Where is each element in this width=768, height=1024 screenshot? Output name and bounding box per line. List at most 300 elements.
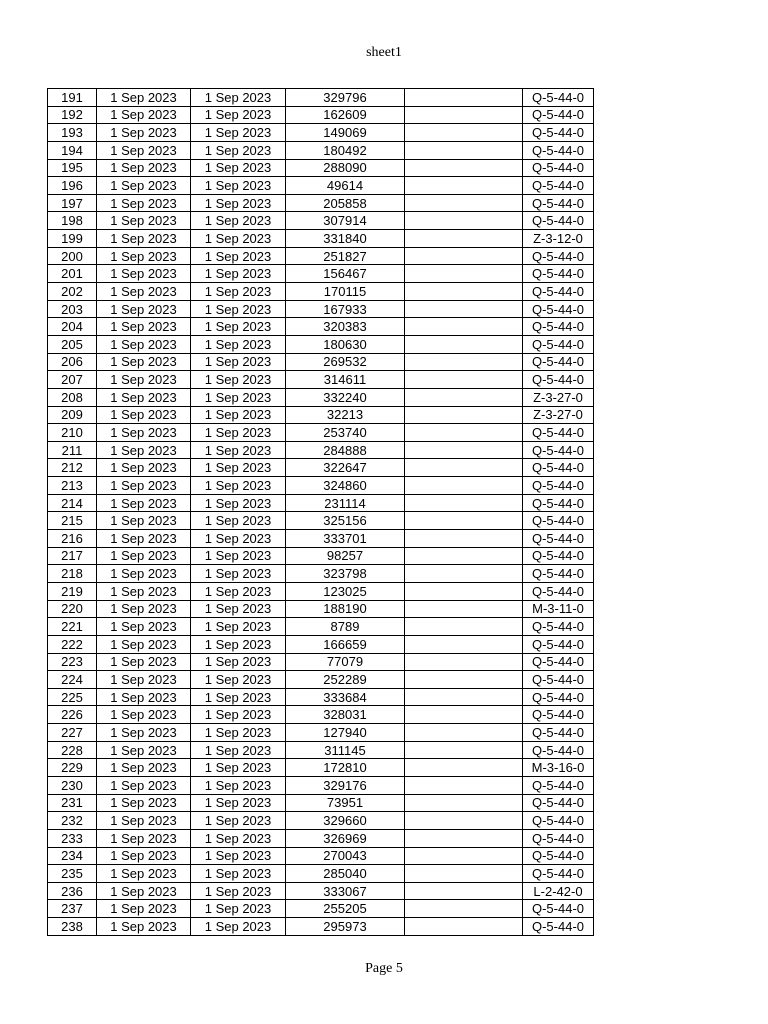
blank-cell bbox=[405, 141, 523, 159]
row-number-cell: 208 bbox=[48, 388, 97, 406]
blank-cell bbox=[405, 635, 523, 653]
blank-cell bbox=[405, 794, 523, 812]
row-number-cell: 237 bbox=[48, 900, 97, 918]
end-date-cell: 1 Sep 2023 bbox=[191, 424, 286, 442]
end-date-cell: 1 Sep 2023 bbox=[191, 89, 286, 107]
row-number-cell: 226 bbox=[48, 706, 97, 724]
end-date-cell: 1 Sep 2023 bbox=[191, 671, 286, 689]
end-date-cell: 1 Sep 2023 bbox=[191, 724, 286, 742]
amount-cell: 149069 bbox=[286, 124, 405, 142]
row-number-cell: 229 bbox=[48, 759, 97, 777]
start-date-cell: 1 Sep 2023 bbox=[97, 424, 191, 442]
blank-cell bbox=[405, 530, 523, 548]
start-date-cell: 1 Sep 2023 bbox=[97, 194, 191, 212]
row-number-cell: 198 bbox=[48, 212, 97, 230]
end-date-cell: 1 Sep 2023 bbox=[191, 565, 286, 583]
blank-cell bbox=[405, 459, 523, 477]
amount-cell: 251827 bbox=[286, 247, 405, 265]
table-row bbox=[48, 230, 594, 248]
end-date-cell: 1 Sep 2023 bbox=[191, 547, 286, 565]
table-row bbox=[48, 759, 594, 777]
code-cell: Q-5-44-0 bbox=[523, 106, 594, 124]
end-date-cell: 1 Sep 2023 bbox=[191, 406, 286, 424]
table-row bbox=[48, 918, 594, 936]
table-row bbox=[48, 900, 594, 918]
start-date-cell: 1 Sep 2023 bbox=[97, 688, 191, 706]
end-date-cell: 1 Sep 2023 bbox=[191, 653, 286, 671]
amount-cell: 156467 bbox=[286, 265, 405, 283]
end-date-cell: 1 Sep 2023 bbox=[191, 706, 286, 724]
end-date-cell: 1 Sep 2023 bbox=[191, 300, 286, 318]
amount-cell: 127940 bbox=[286, 724, 405, 742]
code-cell: Q-5-44-0 bbox=[523, 706, 594, 724]
code-cell: M-3-11-0 bbox=[523, 600, 594, 618]
table-row bbox=[48, 671, 594, 689]
blank-cell bbox=[405, 865, 523, 883]
table-row bbox=[48, 724, 594, 742]
start-date-cell: 1 Sep 2023 bbox=[97, 230, 191, 248]
code-cell: Q-5-44-0 bbox=[523, 582, 594, 600]
table-row bbox=[48, 706, 594, 724]
end-date-cell: 1 Sep 2023 bbox=[191, 441, 286, 459]
row-number-cell: 205 bbox=[48, 335, 97, 353]
row-number-cell: 196 bbox=[48, 177, 97, 195]
end-date-cell: 1 Sep 2023 bbox=[191, 265, 286, 283]
amount-cell: 32213 bbox=[286, 406, 405, 424]
row-number-cell: 222 bbox=[48, 635, 97, 653]
code-cell: Q-5-44-0 bbox=[523, 512, 594, 530]
table-row bbox=[48, 582, 594, 600]
row-number-cell: 234 bbox=[48, 847, 97, 865]
amount-cell: 123025 bbox=[286, 582, 405, 600]
amount-cell: 314611 bbox=[286, 371, 405, 389]
blank-cell bbox=[405, 318, 523, 336]
blank-cell bbox=[405, 812, 523, 830]
amount-cell: 307914 bbox=[286, 212, 405, 230]
row-number-cell: 201 bbox=[48, 265, 97, 283]
amount-cell: 162609 bbox=[286, 106, 405, 124]
code-cell: Q-5-44-0 bbox=[523, 194, 594, 212]
table-row bbox=[48, 794, 594, 812]
row-number-cell: 235 bbox=[48, 865, 97, 883]
end-date-cell: 1 Sep 2023 bbox=[191, 635, 286, 653]
end-date-cell: 1 Sep 2023 bbox=[191, 776, 286, 794]
amount-cell: 180492 bbox=[286, 141, 405, 159]
table-row bbox=[48, 494, 594, 512]
code-cell: Q-5-44-0 bbox=[523, 565, 594, 583]
start-date-cell: 1 Sep 2023 bbox=[97, 512, 191, 530]
table-row bbox=[48, 335, 594, 353]
blank-cell bbox=[405, 706, 523, 724]
table-body bbox=[48, 89, 594, 936]
amount-cell: 324860 bbox=[286, 477, 405, 495]
start-date-cell: 1 Sep 2023 bbox=[97, 530, 191, 548]
end-date-cell: 1 Sep 2023 bbox=[191, 247, 286, 265]
end-date-cell: 1 Sep 2023 bbox=[191, 371, 286, 389]
end-date-cell: 1 Sep 2023 bbox=[191, 212, 286, 230]
table-row bbox=[48, 653, 594, 671]
amount-cell: 322647 bbox=[286, 459, 405, 477]
code-cell: Q-5-44-0 bbox=[523, 653, 594, 671]
start-date-cell: 1 Sep 2023 bbox=[97, 141, 191, 159]
start-date-cell: 1 Sep 2023 bbox=[97, 829, 191, 847]
end-date-cell: 1 Sep 2023 bbox=[191, 847, 286, 865]
table-row bbox=[48, 530, 594, 548]
code-cell: Q-5-44-0 bbox=[523, 353, 594, 371]
code-cell: Q-5-44-0 bbox=[523, 865, 594, 883]
start-date-cell: 1 Sep 2023 bbox=[97, 918, 191, 936]
blank-cell bbox=[405, 424, 523, 442]
blank-cell bbox=[405, 230, 523, 248]
blank-cell bbox=[405, 106, 523, 124]
table-row bbox=[48, 477, 594, 495]
code-cell: Q-5-44-0 bbox=[523, 459, 594, 477]
blank-cell bbox=[405, 371, 523, 389]
amount-cell: 326969 bbox=[286, 829, 405, 847]
row-number-cell: 213 bbox=[48, 477, 97, 495]
amount-cell: 295973 bbox=[286, 918, 405, 936]
blank-cell bbox=[405, 388, 523, 406]
amount-cell: 311145 bbox=[286, 741, 405, 759]
amount-cell: 331840 bbox=[286, 230, 405, 248]
table-row bbox=[48, 212, 594, 230]
table-row bbox=[48, 829, 594, 847]
table-row bbox=[48, 865, 594, 883]
blank-cell bbox=[405, 671, 523, 689]
row-number-cell: 203 bbox=[48, 300, 97, 318]
start-date-cell: 1 Sep 2023 bbox=[97, 741, 191, 759]
code-cell: Q-5-44-0 bbox=[523, 918, 594, 936]
row-number-cell: 194 bbox=[48, 141, 97, 159]
row-number-cell: 225 bbox=[48, 688, 97, 706]
table-row bbox=[48, 512, 594, 530]
blank-cell bbox=[405, 283, 523, 301]
start-date-cell: 1 Sep 2023 bbox=[97, 335, 191, 353]
blank-cell bbox=[405, 900, 523, 918]
code-cell: Q-5-44-0 bbox=[523, 741, 594, 759]
row-number-cell: 197 bbox=[48, 194, 97, 212]
start-date-cell: 1 Sep 2023 bbox=[97, 724, 191, 742]
blank-cell bbox=[405, 688, 523, 706]
code-cell: Q-5-44-0 bbox=[523, 265, 594, 283]
start-date-cell: 1 Sep 2023 bbox=[97, 89, 191, 107]
blank-cell bbox=[405, 847, 523, 865]
end-date-cell: 1 Sep 2023 bbox=[191, 141, 286, 159]
table-row bbox=[48, 882, 594, 900]
page-number: Page 5 bbox=[365, 961, 403, 976]
table-row bbox=[48, 194, 594, 212]
start-date-cell: 1 Sep 2023 bbox=[97, 300, 191, 318]
row-number-cell: 224 bbox=[48, 671, 97, 689]
start-date-cell: 1 Sep 2023 bbox=[97, 283, 191, 301]
row-number-cell: 217 bbox=[48, 547, 97, 565]
code-cell: Q-5-44-0 bbox=[523, 318, 594, 336]
blank-cell bbox=[405, 441, 523, 459]
table-row bbox=[48, 318, 594, 336]
table-row bbox=[48, 547, 594, 565]
amount-cell: 205858 bbox=[286, 194, 405, 212]
blank-cell bbox=[405, 406, 523, 424]
table-row bbox=[48, 300, 594, 318]
code-cell: Q-5-44-0 bbox=[523, 247, 594, 265]
amount-cell: 320383 bbox=[286, 318, 405, 336]
row-number-cell: 209 bbox=[48, 406, 97, 424]
blank-cell bbox=[405, 212, 523, 230]
row-number-cell: 230 bbox=[48, 776, 97, 794]
start-date-cell: 1 Sep 2023 bbox=[97, 494, 191, 512]
table-row bbox=[48, 124, 594, 142]
code-cell: Q-5-44-0 bbox=[523, 671, 594, 689]
end-date-cell: 1 Sep 2023 bbox=[191, 829, 286, 847]
table-row bbox=[48, 459, 594, 477]
start-date-cell: 1 Sep 2023 bbox=[97, 882, 191, 900]
start-date-cell: 1 Sep 2023 bbox=[97, 565, 191, 583]
code-cell: Q-5-44-0 bbox=[523, 688, 594, 706]
end-date-cell: 1 Sep 2023 bbox=[191, 600, 286, 618]
row-number-cell: 220 bbox=[48, 600, 97, 618]
table-row bbox=[48, 89, 594, 107]
row-number-cell: 207 bbox=[48, 371, 97, 389]
row-number-cell: 212 bbox=[48, 459, 97, 477]
table-row bbox=[48, 847, 594, 865]
row-number-cell: 231 bbox=[48, 794, 97, 812]
row-number-cell: 193 bbox=[48, 124, 97, 142]
amount-cell: 252289 bbox=[286, 671, 405, 689]
amount-cell: 188190 bbox=[286, 600, 405, 618]
row-number-cell: 191 bbox=[48, 89, 97, 107]
code-cell: Q-5-44-0 bbox=[523, 494, 594, 512]
code-cell: Q-5-44-0 bbox=[523, 477, 594, 495]
start-date-cell: 1 Sep 2023 bbox=[97, 247, 191, 265]
start-date-cell: 1 Sep 2023 bbox=[97, 794, 191, 812]
row-number-cell: 192 bbox=[48, 106, 97, 124]
code-cell: L-2-42-0 bbox=[523, 882, 594, 900]
end-date-cell: 1 Sep 2023 bbox=[191, 283, 286, 301]
row-number-cell: 199 bbox=[48, 230, 97, 248]
end-date-cell: 1 Sep 2023 bbox=[191, 318, 286, 336]
table-row bbox=[48, 424, 594, 442]
amount-cell: 172810 bbox=[286, 759, 405, 777]
start-date-cell: 1 Sep 2023 bbox=[97, 618, 191, 636]
blank-cell bbox=[405, 741, 523, 759]
amount-cell: 284888 bbox=[286, 441, 405, 459]
blank-cell bbox=[405, 618, 523, 636]
code-cell: Q-5-44-0 bbox=[523, 89, 594, 107]
row-number-cell: 206 bbox=[48, 353, 97, 371]
row-number-cell: 227 bbox=[48, 724, 97, 742]
table-row bbox=[48, 159, 594, 177]
code-cell: Q-5-44-0 bbox=[523, 724, 594, 742]
code-cell: Q-5-44-0 bbox=[523, 141, 594, 159]
blank-cell bbox=[405, 353, 523, 371]
row-number-cell: 216 bbox=[48, 530, 97, 548]
start-date-cell: 1 Sep 2023 bbox=[97, 353, 191, 371]
start-date-cell: 1 Sep 2023 bbox=[97, 582, 191, 600]
row-number-cell: 236 bbox=[48, 882, 97, 900]
start-date-cell: 1 Sep 2023 bbox=[97, 776, 191, 794]
table-row bbox=[48, 441, 594, 459]
start-date-cell: 1 Sep 2023 bbox=[97, 600, 191, 618]
code-cell: Z-3-12-0 bbox=[523, 230, 594, 248]
code-cell: Q-5-44-0 bbox=[523, 124, 594, 142]
blank-cell bbox=[405, 194, 523, 212]
table-row bbox=[48, 600, 594, 618]
start-date-cell: 1 Sep 2023 bbox=[97, 441, 191, 459]
blank-cell bbox=[405, 124, 523, 142]
start-date-cell: 1 Sep 2023 bbox=[97, 459, 191, 477]
amount-cell: 77079 bbox=[286, 653, 405, 671]
row-number-cell: 210 bbox=[48, 424, 97, 442]
row-number-cell: 233 bbox=[48, 829, 97, 847]
code-cell: Q-5-44-0 bbox=[523, 900, 594, 918]
end-date-cell: 1 Sep 2023 bbox=[191, 230, 286, 248]
table-row bbox=[48, 371, 594, 389]
code-cell: Q-5-44-0 bbox=[523, 776, 594, 794]
start-date-cell: 1 Sep 2023 bbox=[97, 177, 191, 195]
code-cell: Q-5-44-0 bbox=[523, 177, 594, 195]
end-date-cell: 1 Sep 2023 bbox=[191, 900, 286, 918]
amount-cell: 333067 bbox=[286, 882, 405, 900]
start-date-cell: 1 Sep 2023 bbox=[97, 406, 191, 424]
code-cell: Q-5-44-0 bbox=[523, 547, 594, 565]
amount-cell: 329796 bbox=[286, 89, 405, 107]
table-row bbox=[48, 388, 594, 406]
code-cell: Q-5-44-0 bbox=[523, 212, 594, 230]
end-date-cell: 1 Sep 2023 bbox=[191, 335, 286, 353]
table-row bbox=[48, 177, 594, 195]
end-date-cell: 1 Sep 2023 bbox=[191, 741, 286, 759]
end-date-cell: 1 Sep 2023 bbox=[191, 812, 286, 830]
blank-cell bbox=[405, 600, 523, 618]
blank-cell bbox=[405, 300, 523, 318]
start-date-cell: 1 Sep 2023 bbox=[97, 671, 191, 689]
table-row bbox=[48, 812, 594, 830]
end-date-cell: 1 Sep 2023 bbox=[191, 512, 286, 530]
amount-cell: 170115 bbox=[286, 283, 405, 301]
blank-cell bbox=[405, 582, 523, 600]
end-date-cell: 1 Sep 2023 bbox=[191, 194, 286, 212]
end-date-cell: 1 Sep 2023 bbox=[191, 865, 286, 883]
table-row bbox=[48, 776, 594, 794]
amount-cell: 329660 bbox=[286, 812, 405, 830]
amount-cell: 73951 bbox=[286, 794, 405, 812]
code-cell: Q-5-44-0 bbox=[523, 335, 594, 353]
start-date-cell: 1 Sep 2023 bbox=[97, 265, 191, 283]
row-number-cell: 200 bbox=[48, 247, 97, 265]
amount-cell: 253740 bbox=[286, 424, 405, 442]
table-row bbox=[48, 565, 594, 583]
table-row bbox=[48, 141, 594, 159]
end-date-cell: 1 Sep 2023 bbox=[191, 159, 286, 177]
blank-cell bbox=[405, 653, 523, 671]
blank-cell bbox=[405, 882, 523, 900]
start-date-cell: 1 Sep 2023 bbox=[97, 159, 191, 177]
code-cell: Q-5-44-0 bbox=[523, 530, 594, 548]
amount-cell: 231114 bbox=[286, 494, 405, 512]
amount-cell: 8789 bbox=[286, 618, 405, 636]
data-table bbox=[47, 88, 594, 936]
start-date-cell: 1 Sep 2023 bbox=[97, 865, 191, 883]
row-number-cell: 202 bbox=[48, 283, 97, 301]
table-row bbox=[48, 353, 594, 371]
end-date-cell: 1 Sep 2023 bbox=[191, 494, 286, 512]
table-row bbox=[48, 635, 594, 653]
end-date-cell: 1 Sep 2023 bbox=[191, 794, 286, 812]
code-cell: Z-3-27-0 bbox=[523, 388, 594, 406]
blank-cell bbox=[405, 918, 523, 936]
amount-cell: 166659 bbox=[286, 635, 405, 653]
start-date-cell: 1 Sep 2023 bbox=[97, 212, 191, 230]
start-date-cell: 1 Sep 2023 bbox=[97, 653, 191, 671]
row-number-cell: 221 bbox=[48, 618, 97, 636]
amount-cell: 98257 bbox=[286, 547, 405, 565]
row-number-cell: 219 bbox=[48, 582, 97, 600]
blank-cell bbox=[405, 724, 523, 742]
code-cell: Q-5-44-0 bbox=[523, 283, 594, 301]
amount-cell: 288090 bbox=[286, 159, 405, 177]
blank-cell bbox=[405, 335, 523, 353]
blank-cell bbox=[405, 159, 523, 177]
table-row bbox=[48, 688, 594, 706]
code-cell: Q-5-44-0 bbox=[523, 847, 594, 865]
amount-cell: 333701 bbox=[286, 530, 405, 548]
end-date-cell: 1 Sep 2023 bbox=[191, 688, 286, 706]
blank-cell bbox=[405, 512, 523, 530]
start-date-cell: 1 Sep 2023 bbox=[97, 124, 191, 142]
amount-cell: 323798 bbox=[286, 565, 405, 583]
sheet-title: sheet1 bbox=[366, 45, 402, 60]
blank-cell bbox=[405, 494, 523, 512]
start-date-cell: 1 Sep 2023 bbox=[97, 371, 191, 389]
blank-cell bbox=[405, 547, 523, 565]
end-date-cell: 1 Sep 2023 bbox=[191, 582, 286, 600]
end-date-cell: 1 Sep 2023 bbox=[191, 459, 286, 477]
amount-cell: 180630 bbox=[286, 335, 405, 353]
blank-cell bbox=[405, 477, 523, 495]
table-row bbox=[48, 406, 594, 424]
code-cell: Q-5-44-0 bbox=[523, 424, 594, 442]
amount-cell: 332240 bbox=[286, 388, 405, 406]
start-date-cell: 1 Sep 2023 bbox=[97, 847, 191, 865]
amount-cell: 167933 bbox=[286, 300, 405, 318]
end-date-cell: 1 Sep 2023 bbox=[191, 388, 286, 406]
row-number-cell: 228 bbox=[48, 741, 97, 759]
blank-cell bbox=[405, 829, 523, 847]
amount-cell: 325156 bbox=[286, 512, 405, 530]
start-date-cell: 1 Sep 2023 bbox=[97, 318, 191, 336]
end-date-cell: 1 Sep 2023 bbox=[191, 882, 286, 900]
table-row bbox=[48, 741, 594, 759]
row-number-cell: 238 bbox=[48, 918, 97, 936]
amount-cell: 333684 bbox=[286, 688, 405, 706]
row-number-cell: 215 bbox=[48, 512, 97, 530]
amount-cell: 329176 bbox=[286, 776, 405, 794]
start-date-cell: 1 Sep 2023 bbox=[97, 900, 191, 918]
end-date-cell: 1 Sep 2023 bbox=[191, 106, 286, 124]
end-date-cell: 1 Sep 2023 bbox=[191, 477, 286, 495]
row-number-cell: 223 bbox=[48, 653, 97, 671]
code-cell: Q-5-44-0 bbox=[523, 159, 594, 177]
amount-cell: 285040 bbox=[286, 865, 405, 883]
table-row bbox=[48, 618, 594, 636]
code-cell: M-3-16-0 bbox=[523, 759, 594, 777]
row-number-cell: 195 bbox=[48, 159, 97, 177]
row-number-cell: 211 bbox=[48, 441, 97, 459]
amount-cell: 328031 bbox=[286, 706, 405, 724]
code-cell: Z-3-27-0 bbox=[523, 406, 594, 424]
amount-cell: 255205 bbox=[286, 900, 405, 918]
end-date-cell: 1 Sep 2023 bbox=[191, 530, 286, 548]
